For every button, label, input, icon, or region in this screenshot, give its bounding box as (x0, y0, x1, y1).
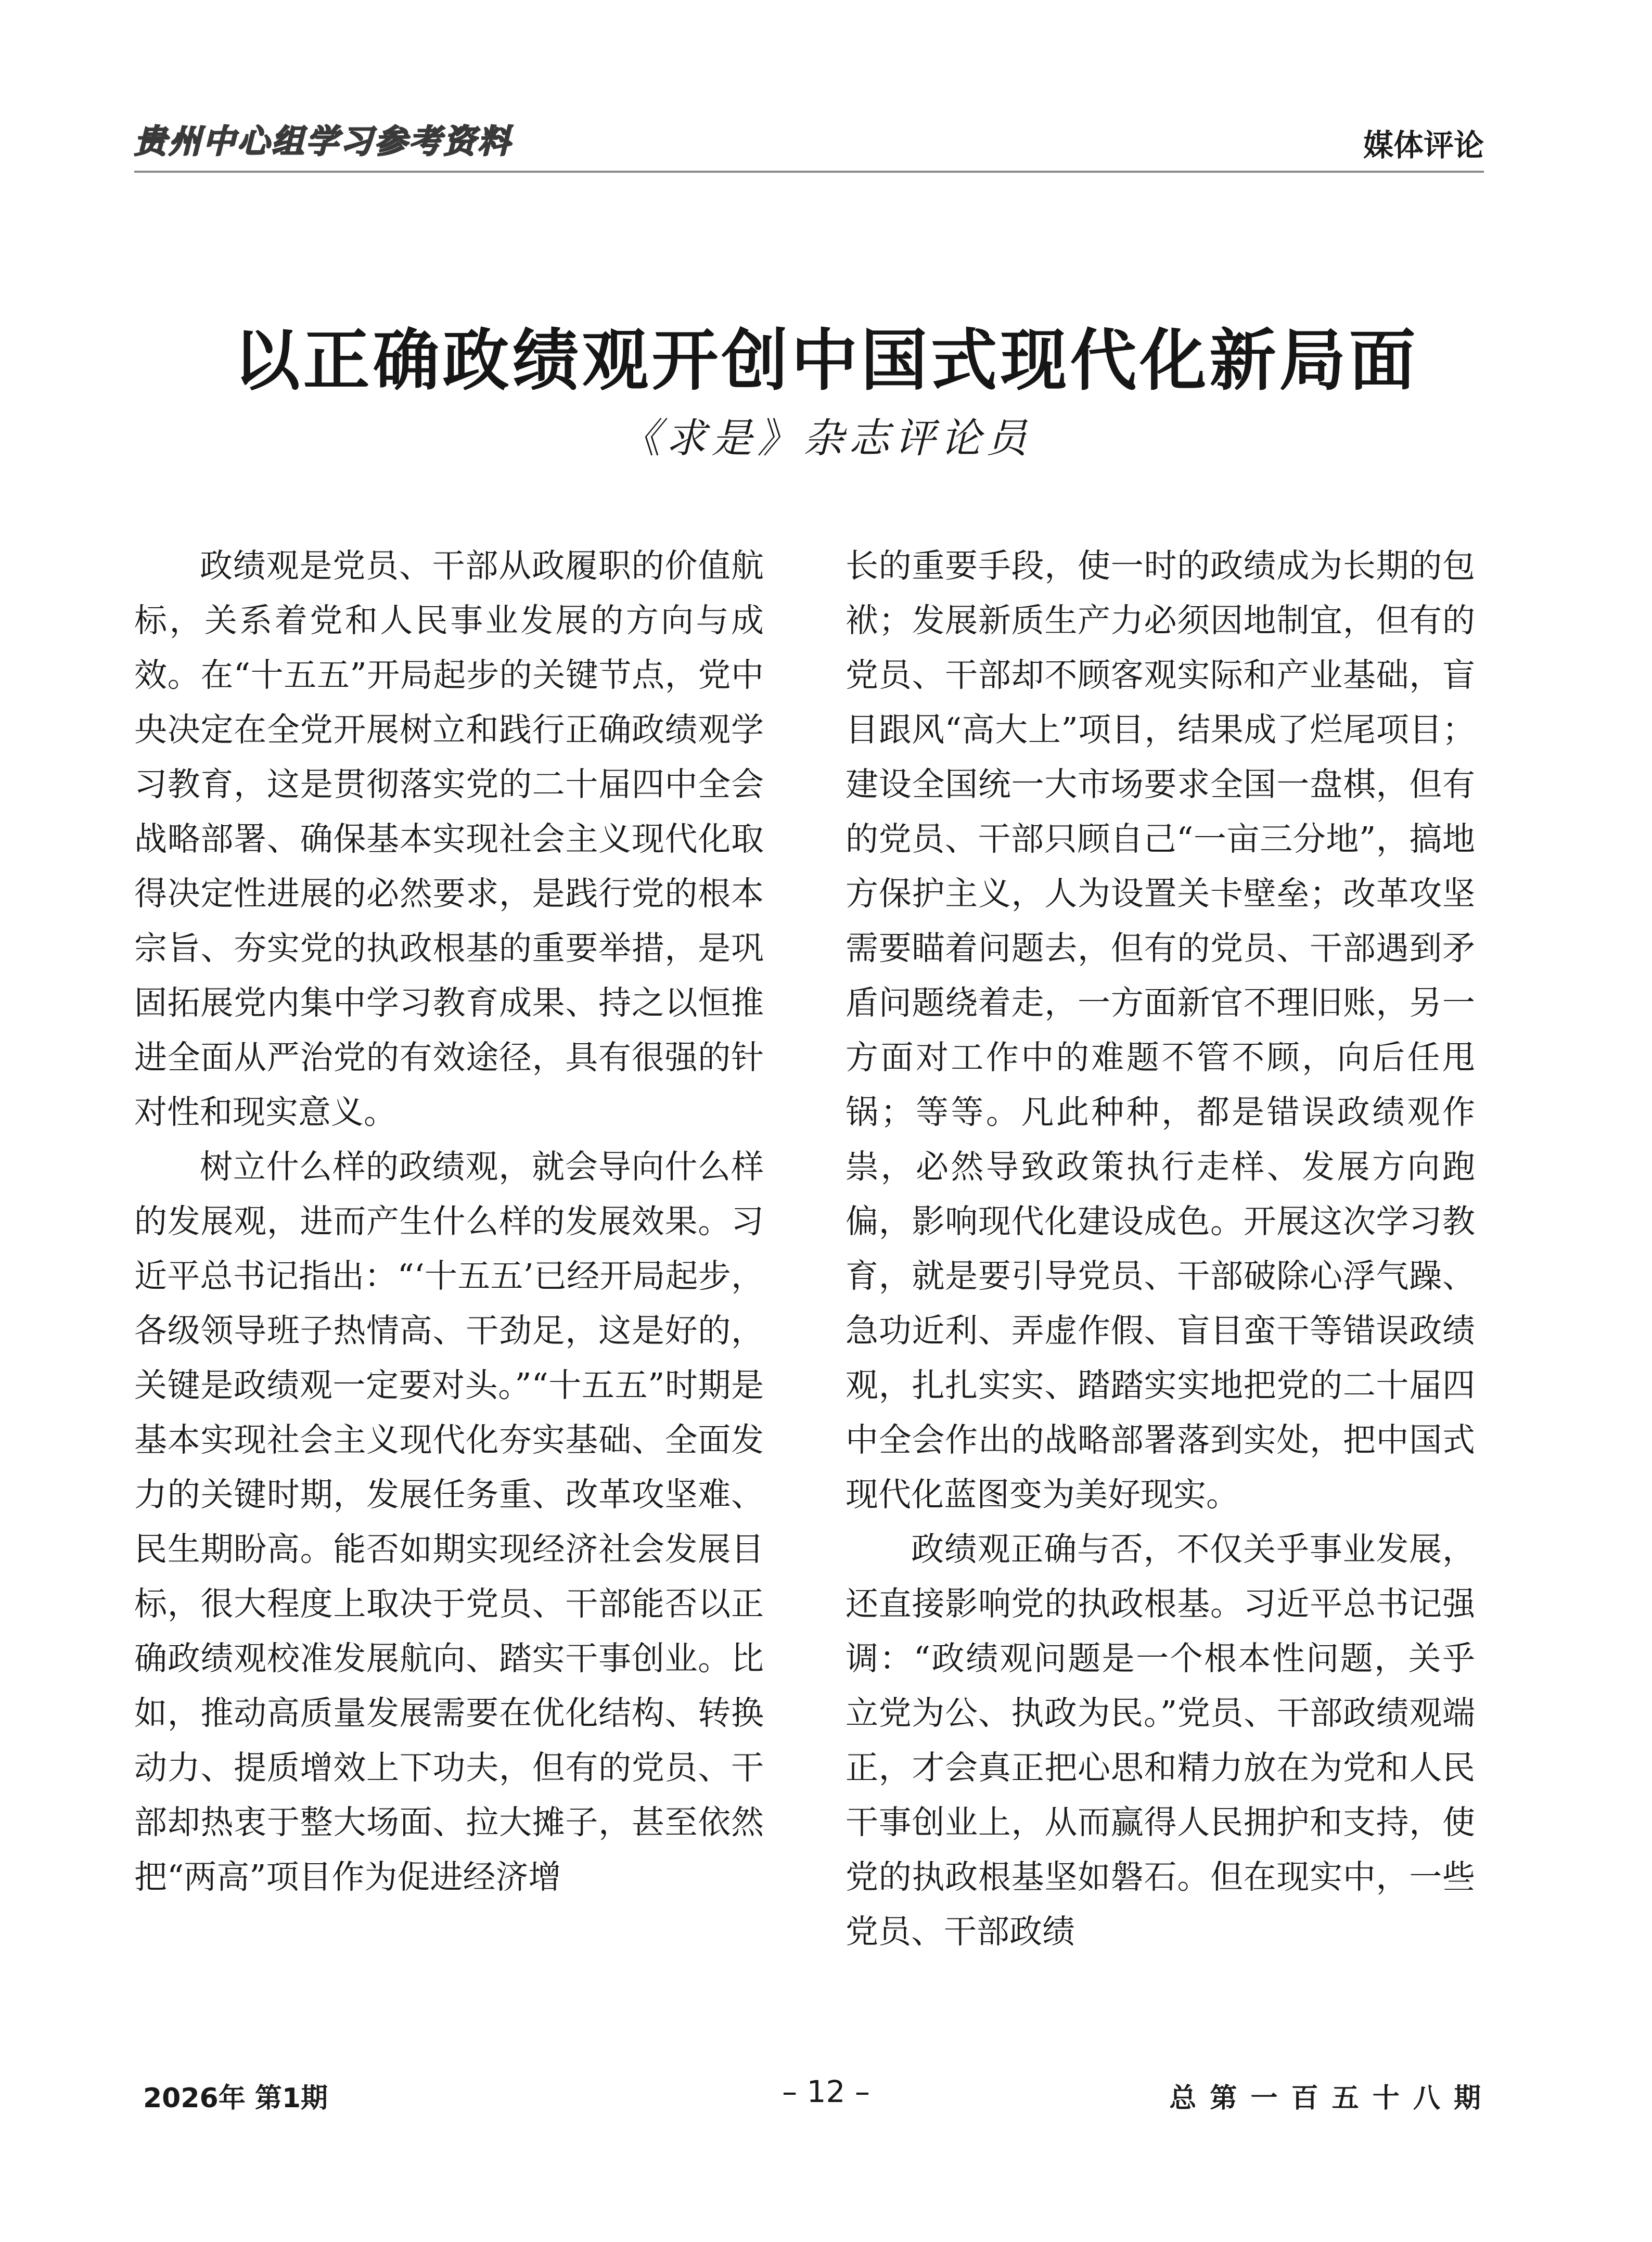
paragraph: 树立什么样的政绩观，就会导向什么样的发展观，进而产生什么样的发展效果。习近平总书记指出：“‘十五五’已经开局起步，各级领导班子热情高、干劲足，这是好的，关键是政绩观一定要对头。”“十五五”时期是基本实现社会主义现代化夯实基础、全面发力的关键时期，发展任务重、改革攻坚难、民生期盼高。能否如期实现经济社会发展目标，很大程度上取决于党员、干部能否以正确政绩观校准发展航向、踏实干事创业。比如，推动高质量发展需要在优化结构、转换动力、提质增效上下功夫，但有的党员、干部却热衷于整大场面、拉大摊子，甚至依然把“两高”项目作为促进经济增 (134, 1148, 764, 1896)
page-number: – 12 – (782, 2074, 870, 2109)
article-byline: 《求是》杂志评论员 (620, 415, 1032, 462)
paragraph: 政绩观是党员、干部从政履职的价值航标，关系着党和人民事业发展的方向与成效。在“十五五”开局起步的关键节点，党中央决定在全党开展树立和践行正确政绩观学习教育，这是贯彻落实党的二十届四中全会战略部署、确保基本实现社会主义现代化取得决定性进展的必然要求，是践行党的根本宗旨、夯实党的执政根基的重要举措，是巩固拓展党内集中学习教育成果、持之以恒推进全面从严治党的有效途径，具有很强的针对性和现实意义。 (134, 547, 764, 1131)
left-column (134, 539, 764, 1904)
paragraph-continued: 长的重要手段，使一时的政绩成为长期的包袱；发展新质生产力必须因地制宜，但有的党员、干部却不顾客观实际和产业基础，盲目跟风“高大上”项目，结果成了烂尾项目；建设全国统一大市场要求全国一盘棋，但有的党员、干部只顾自己“一亩三分地”，搞地方保护主义，人为设置关卡壁垒；改革攻坚需要瞄着问题去，但有的党员、干部遇到矛盾问题绕着走，一方面新官不理旧账，另一方面对工作中的难题不管不顾，向后任甩锅；等等。凡此种种，都是错误政绩观作祟，必然导致政策执行走样、发展方向跑偏，影响现代化建设成色。开展这次学习教育，就是要引导党员、干部破除心浮气躁、急功近利、弄虚作假、盲目蛮干等错误政绩观，扎扎实实、踏踏实实地把党的二十届四中全会作出的战略部署落到实处，把中国式现代化蓝图变为美好现实。 (846, 547, 1475, 1514)
paragraph: 政绩观正确与否，不仅关乎事业发展，还直接影响党的执政根基。习近平总书记强调：“政绩观问题是一个根本性问题，关乎立党为公、执政为民。”党员、干部政绩观端正，才会真正把心思和精力放在为党和人民干事创业上，从而赢得人民拥护和支持，使党的执政根基坚如磐石。但在现实中，一些党员、干部政绩 (846, 1530, 1475, 1951)
issue-number: 2026年 第1期 (143, 2083, 328, 2114)
right-column (846, 539, 1475, 1959)
total-issue-number: 总 第 一 百 五 十 八 期 (1169, 2083, 1483, 2114)
publication-name: 贵州中心组学习参考资料 (134, 122, 513, 160)
header-divider (134, 171, 1484, 173)
section-label: 媒体评论 (1363, 127, 1484, 163)
article-title: 以正确政绩观开创中国式现代化新局面 (233, 322, 1419, 400)
